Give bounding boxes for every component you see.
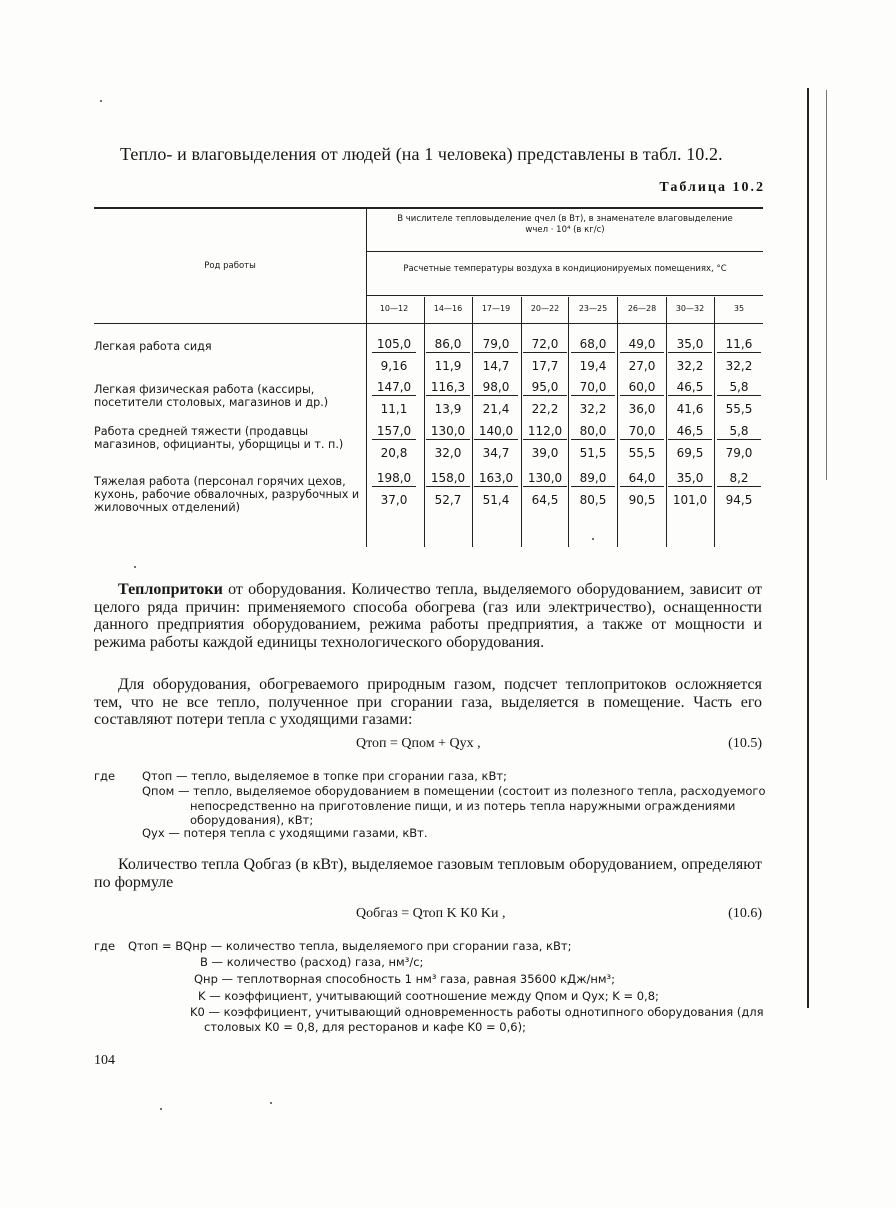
- moisture-value: 9,16: [380, 359, 408, 373]
- heat-value: 11,6: [717, 337, 761, 353]
- moisture-value: 94,5: [725, 493, 753, 507]
- heat-value: 130,0: [523, 471, 567, 487]
- heat-value: 46,5: [668, 424, 712, 440]
- heat-value: 70,0: [571, 380, 615, 396]
- paragraph-lead: Теплопритоки: [118, 581, 223, 598]
- moisture-value: 69,5: [676, 446, 704, 460]
- moisture-value: 11,1: [380, 402, 408, 416]
- legend-entry: [190, 1005, 776, 1034]
- scan-speck: [592, 538, 594, 540]
- col-header-work-type: Род работы: [204, 261, 256, 271]
- table-vline: [366, 208, 367, 547]
- temp-header: 10—12: [379, 304, 409, 313]
- legend-symbol: K0: [190, 1005, 205, 1019]
- heat-value: 35,0: [668, 471, 712, 487]
- table-rule: [366, 251, 763, 252]
- heat-value: 49,0: [620, 337, 664, 353]
- moisture-value: 51,4: [482, 493, 510, 507]
- table-vline: [472, 297, 473, 547]
- legend-entry: [142, 769, 762, 784]
- heat-value: 163,0: [474, 471, 518, 487]
- heat-value: 68,0: [571, 337, 615, 353]
- legend-text: — тепло, выделяемое оборудованием в помещении (состоит из полезного тепла, расходуемого непосредственно на приготовление пищи, и из потерь тепла наружными ограждениями оборудования), кВт;: [177, 784, 766, 827]
- scan-edge-line: [807, 88, 809, 1008]
- legend-text: — количество (расход) газа, нм³/с;: [211, 955, 424, 969]
- temp-header: 30—32: [675, 304, 705, 313]
- table-vline: [568, 297, 569, 547]
- moisture-value: 13,9: [434, 402, 462, 416]
- scan-speck: [270, 1102, 272, 1104]
- legend-entry: [194, 972, 762, 987]
- scan-speck: [134, 566, 136, 568]
- temp-header: 20—22: [530, 304, 560, 313]
- legend-symbol: Qух: [142, 826, 165, 840]
- heat-value: 89,0: [571, 471, 615, 487]
- legend-text: — теплотворная способность 1 нм³ газа, равная 35600 кДж/нм³;: [221, 972, 615, 986]
- formula-10-5: Qтоп = Qпом + Qух ,: [356, 736, 481, 751]
- scan-speck: [160, 1108, 162, 1110]
- table-vline: [714, 297, 715, 547]
- heat-value: 8,2: [717, 471, 761, 487]
- moisture-value: 90,5: [628, 493, 656, 507]
- moisture-value: 36,0: [628, 402, 656, 416]
- table-rule: [94, 323, 763, 324]
- moisture-value: 14,7: [482, 359, 510, 373]
- legend-where-label: где: [94, 939, 116, 953]
- heat-value: 116,3: [426, 380, 470, 396]
- legend-text: — коэффициент, учитывающий соотношение между Qпом и Qух; K = 0,8;: [209, 989, 659, 1003]
- heat-value: 80,0: [571, 424, 615, 440]
- legend-symbol: Qпом: [142, 784, 175, 798]
- legend-text: — тепло, выделяемое в топке при сгорании газа, кВт;: [175, 769, 507, 783]
- legend-text: — коэффициент, учитывающий одновременность работы однотипного оборудования (для столовых K0 = 0,8, для ресторанов и кафе K0 = 0,6);: [204, 1005, 764, 1034]
- moisture-value: 79,0: [725, 446, 753, 460]
- moisture-value: 27,0: [628, 359, 656, 373]
- heat-value: 158,0: [426, 471, 470, 487]
- heat-value: 140,0: [474, 424, 518, 440]
- moisture-value: 11,9: [434, 359, 462, 373]
- paragraph-gas-equipment: Для оборудования, обогреваемого природным газом, подсчет теплопритоков осложняется тем, что не все тепло, полученное при сгорании газа, выделяется в помещение. Часть его составляют потери тепла с уходящими газами:: [94, 676, 762, 728]
- legend-entry: [198, 989, 762, 1004]
- row-label: Легкая работа сидя: [94, 340, 212, 353]
- temp-header: 17—19: [481, 304, 511, 313]
- moisture-value: 32,2: [676, 359, 704, 373]
- moisture-value: 64,5: [531, 493, 559, 507]
- heat-value: 147,0: [372, 380, 416, 396]
- heat-value: 198,0: [372, 471, 416, 487]
- moisture-value: 80,5: [579, 493, 607, 507]
- heat-value: 112,0: [523, 424, 567, 440]
- paragraph-heat-from-equipment: [94, 581, 762, 651]
- table-top-rule: [94, 207, 763, 209]
- heat-value: 5,8: [717, 380, 761, 396]
- legend-symbol: Qнр: [194, 972, 218, 986]
- intro-text: Тепло- и влаговыделения от людей (на 1 человека) представлены в табл. 10.2.: [120, 144, 723, 164]
- moisture-value: 55,5: [725, 402, 753, 416]
- legend-symbol: K: [198, 989, 206, 1003]
- table-vline: [617, 297, 618, 547]
- temp-header: 14—16: [433, 304, 463, 313]
- heat-value: 98,0: [474, 380, 518, 396]
- temp-header: 26—28: [627, 304, 657, 313]
- heat-value: 64,0: [620, 471, 664, 487]
- moisture-value: 41,6: [676, 402, 704, 416]
- legend-text: — потеря тепла с уходящими газами, кВт.: [168, 826, 428, 840]
- moisture-value: 34,7: [482, 446, 510, 460]
- moisture-value: 52,7: [434, 493, 462, 507]
- header-design-temperatures: Расчетные температуры воздуха в кондиционируемых помещениях, °С: [403, 264, 727, 274]
- legend-symbol: Qтоп: [142, 769, 173, 783]
- heat-value: 72,0: [523, 337, 567, 353]
- scan-speck: [100, 100, 102, 102]
- moisture-value: 22,2: [531, 402, 559, 416]
- heat-value: 46,5: [668, 380, 712, 396]
- legend-text: — количество тепла, выделяемого при сгорании газа, кВт;: [210, 939, 572, 953]
- moisture-value: 32,2: [725, 359, 753, 373]
- paragraph-body: от оборудования. Количество тепла, выделяемого оборудованием, зависит от целого ряда причин: применяемого способа обогрева (газ или электричество), оснащенности данного предприятия оборудованием, режима работы предприятия, а также от мощности и режима работы каждой единицы технологического оборудования.: [94, 581, 763, 651]
- formula-10-6-number: (10.6): [728, 906, 762, 921]
- legend-entry: [128, 939, 762, 954]
- header-heat-moisture: В числителе тепловыделение qчел (в Вт), в знаменателе влаговыделение wчел · 10⁴ (в кг/с): [397, 214, 733, 235]
- heat-value: 157,0: [372, 424, 416, 440]
- scan-edge-line-2: [826, 90, 827, 480]
- table-caption: Таблица 10.2: [659, 180, 765, 195]
- temp-header: 23—25: [578, 304, 608, 313]
- formula-10-5-number: (10.5): [728, 736, 762, 751]
- legend-entry: [142, 826, 762, 841]
- heat-value: 130,0: [426, 424, 470, 440]
- row-label: Тяжелая работа (персонал горячих цехов, кухонь, рабочие обвалочных, разрубочных и жиловочных отделений): [94, 475, 360, 514]
- table-vline: [424, 297, 425, 547]
- heat-value: 35,0: [668, 337, 712, 353]
- page-number: 104: [94, 1053, 115, 1068]
- legend-symbol: Qтоп = BQнр: [128, 939, 208, 953]
- moisture-value: 55,5: [628, 446, 656, 460]
- table-rule: [366, 295, 763, 296]
- heat-value: 79,0: [474, 337, 518, 353]
- heat-value: 86,0: [426, 337, 470, 353]
- heat-value: 70,0: [620, 424, 664, 440]
- table-vline: [521, 297, 522, 547]
- moisture-value: 39,0: [531, 446, 559, 460]
- moisture-value: 17,7: [531, 359, 559, 373]
- moisture-value: 32,2: [579, 402, 607, 416]
- moisture-value: 101,0: [672, 493, 708, 507]
- legend-where-label: где: [94, 769, 116, 783]
- heat-value: 105,0: [372, 337, 416, 353]
- moisture-value: 20,8: [380, 446, 408, 460]
- legend-symbol: B: [200, 955, 208, 969]
- row-label: Работа средней тяжести (продавцы магазинов, официанты, уборщицы и т. п.): [94, 425, 344, 451]
- temp-header: 35: [733, 304, 745, 313]
- moisture-value: 21,4: [482, 402, 510, 416]
- legend-entry: [200, 955, 762, 970]
- legend-entry: [142, 784, 810, 828]
- heat-value: 5,8: [717, 424, 761, 440]
- moisture-value: 51,5: [579, 446, 607, 460]
- row-label: Легкая физическая работа (кассиры, посетители столовых, магазинов и др.): [94, 383, 329, 409]
- table-vline: [666, 297, 667, 547]
- moisture-value: 32,0: [434, 446, 462, 460]
- heat-value: 95,0: [523, 380, 567, 396]
- heat-value: 60,0: [620, 380, 664, 396]
- moisture-value: 37,0: [380, 493, 408, 507]
- paragraph-gas-heat-quantity: Количество тепла Qобгаз (в кВт), выделяемое газовым тепловым оборудованием, определяют по формуле: [94, 856, 762, 891]
- formula-10-6: Qобгаз = Qтоп K K0 Kи ,: [356, 906, 506, 921]
- moisture-value: 19,4: [579, 359, 607, 373]
